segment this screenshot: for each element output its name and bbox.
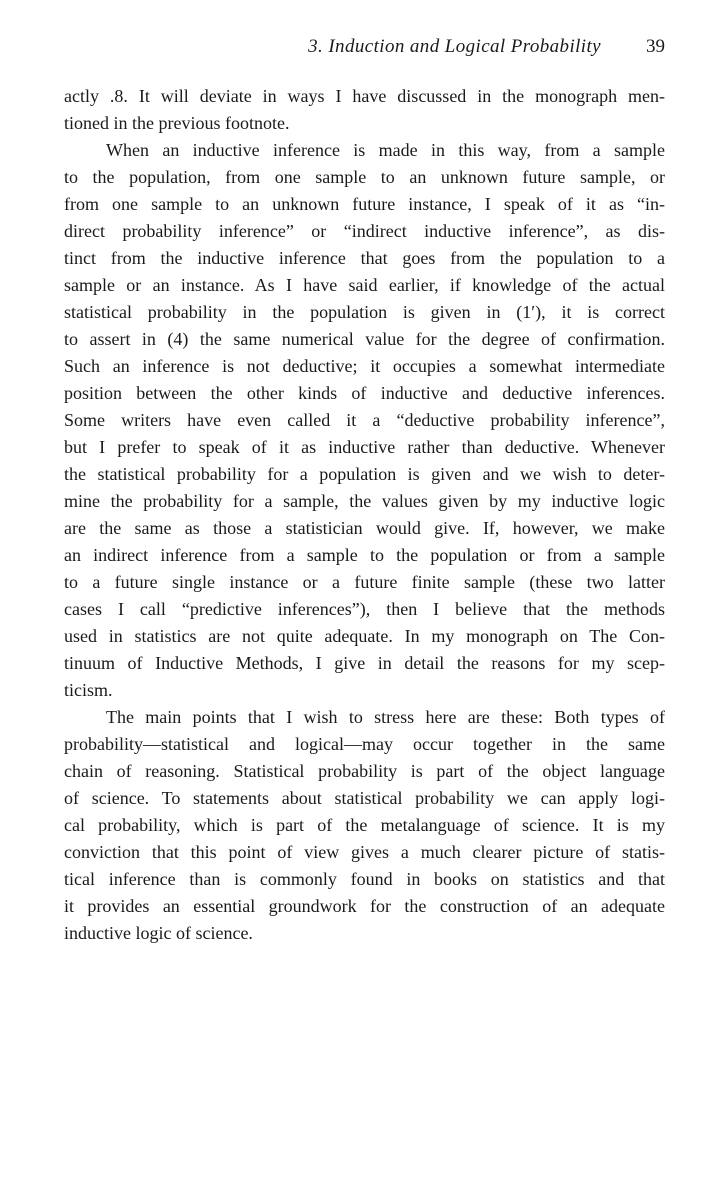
text-line: to assert in (4) the same numerical value for the degree of confirmation. [64,329,665,349]
text-line: tical inference than is commonly found in books on statistics and that [64,869,665,889]
text-line: statistical probability in the population is given in (1′), it is correct [64,302,665,322]
text-line: probability—statistical and logical—may occur together in the same [64,734,665,754]
text-line: to a future single instance or a future finite sample (these two latter [64,572,665,592]
running-title: 3. Induction and Logical Probability [308,36,601,57]
text-line: inductive logic of science. [64,923,253,943]
text-line: conviction that this point of view gives a much clearer picture of statis- [64,842,665,862]
text-line: are the same as those a statistician would give. If, however, we make [64,518,665,538]
text-line: used in statistics are not quite adequate. In my monograph on The Con- [64,626,665,646]
text-line: chain of reasoning. Statistical probability is part of the object language [64,761,665,781]
running-header [0,36,665,66]
text-line: When an inductive inference is made in this way, from a sample [106,140,665,160]
text-line: ticism. [64,680,113,700]
text-line: cal probability, which is part of the metalanguage of science. It is my [64,815,665,835]
text-line: Some writers have even called it a “deductive probability inference”, [64,410,665,430]
text-line: tinuum of Inductive Methods, I give in detail the reasons for my scep- [64,653,665,673]
paragraph-2 [64,137,665,704]
page-number: 39 [646,36,665,57]
text-line: mine the probability for a sample, the values given by my inductive logic [64,491,665,511]
text-line: it provides an essential groundwork for the construction of an adequate [64,896,665,916]
text-line: of science. To statements about statistical probability we can apply logi- [64,788,665,808]
text-line: direct probability inference” or “indirect inductive inference”, as dis- [64,221,665,241]
text-line: The main points that I wish to stress here are these: Both types of [106,707,665,727]
text-line: sample or an instance. As I have said earlier, if knowledge of the actual [64,275,665,295]
text-line: the statistical probability for a population is given and we wish to deter- [64,464,665,484]
text-line: but I prefer to speak of it as inductive rather than deductive. Whenever [64,437,665,457]
text-line: tinct from the inductive inference that goes from the population to a [64,248,665,268]
text-line: an indirect inference from a sample to the population or from a sample [64,545,665,565]
page-body [64,83,665,947]
paragraph-3 [64,704,665,947]
text-line: from one sample to an unknown future instance, I speak of it as “in- [64,194,665,214]
text-line: position between the other kinds of inductive and deductive inferences. [64,383,665,403]
text-line: cases I call “predictive inferences”), then I believe that the methods [64,599,665,619]
text-line: to the population, from one sample to an unknown future sample, or [64,167,665,187]
text-line: Such an inference is not deductive; it occupies a somewhat intermediate [64,356,665,376]
paragraph-1 [64,83,665,137]
text-line: tioned in the previous footnote. [64,113,290,133]
text-line: actly .8. It will deviate in ways I have discussed in the monograph men- [64,86,665,106]
